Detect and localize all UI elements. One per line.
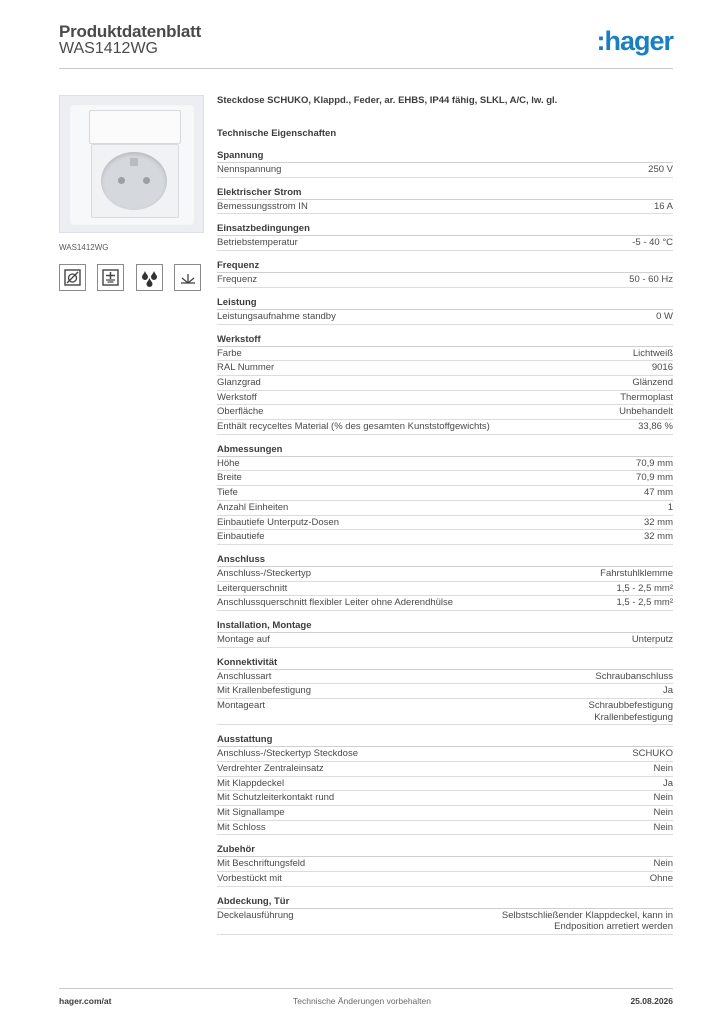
feature-icons xyxy=(59,264,204,294)
spec-value: Unbehandelt xyxy=(619,406,673,418)
spec-value: 47 mm xyxy=(643,487,673,499)
spec-row xyxy=(217,391,673,406)
spec-label: Deckelausführung xyxy=(217,909,294,921)
child-protection-icon xyxy=(59,264,86,291)
spec-row xyxy=(217,684,673,699)
spec-value: Unterputz xyxy=(631,634,673,646)
document-title: Produktdatenblatt xyxy=(59,22,202,41)
spec-value: 1,5 - 2,5 mm² xyxy=(616,582,673,594)
spec-value: 0 W xyxy=(656,310,673,322)
spec-label: Werkstoff xyxy=(217,391,257,403)
spec-label: Enthält recyceltes Material (% des gesamten Kunststoffgewichts) xyxy=(217,421,490,433)
socket-frame xyxy=(69,104,195,226)
spec-label: Anschlussquerschnitt flexibler Leiter ohne Aderendhülse xyxy=(217,597,454,609)
spec-group xyxy=(217,734,673,835)
spec-value: 50 - 60 Hz xyxy=(629,274,673,286)
spec-label: Oberfläche xyxy=(217,406,264,418)
spec-group-title: Ausstattung xyxy=(217,734,673,747)
spec-row xyxy=(217,501,673,516)
spec-value: Nein xyxy=(653,821,673,833)
spec-row xyxy=(217,699,673,725)
spec-label: Farbe xyxy=(217,347,242,359)
spec-value: Ohne xyxy=(649,873,673,885)
spec-row xyxy=(217,420,673,435)
spec-row xyxy=(217,236,673,251)
spec-label: Vorbestückt mit xyxy=(217,873,282,885)
spec-group-title: Konnektivität xyxy=(217,657,673,670)
spec-value: Fahrstuhlklemme xyxy=(600,567,673,579)
spec-label: Montageart xyxy=(217,700,266,712)
spec-label: Breite xyxy=(217,472,242,484)
spec-value: Nein xyxy=(653,762,673,774)
spec-label: Bemessungsstrom IN xyxy=(217,200,308,212)
spec-label: Mit Signallampe xyxy=(217,806,285,818)
spec-group xyxy=(217,334,673,435)
spec-label: Höhe xyxy=(217,457,240,469)
spec-row xyxy=(217,747,673,762)
header-divider xyxy=(59,68,673,69)
spec-group xyxy=(217,620,673,648)
spec-group-title: Leistung xyxy=(217,297,673,310)
spec-value: 1,5 - 2,5 mm² xyxy=(616,597,673,609)
spec-row xyxy=(217,516,673,531)
spec-value: 16 A xyxy=(653,200,673,212)
spec-label: Verdrehter Zentraleinsatz xyxy=(217,762,324,774)
spec-row xyxy=(217,596,673,611)
footer-note: Technische Änderungen vorbehalten xyxy=(293,996,431,1006)
spec-row xyxy=(217,567,673,582)
product-code: WAS1412WG xyxy=(59,40,158,57)
footer-date: 25.08.2026 xyxy=(630,996,673,1006)
spec-group xyxy=(217,187,673,215)
spec-row xyxy=(217,670,673,685)
spec-group-title: Elektrischer Strom xyxy=(217,187,673,200)
earth-contact-icon xyxy=(97,264,124,291)
spec-group xyxy=(217,223,673,251)
spec-label: Betriebstemperatur xyxy=(217,237,298,249)
spec-value: Glänzend xyxy=(632,376,673,388)
hinged-lid-icon xyxy=(174,264,201,291)
splash-water-icon xyxy=(136,264,163,291)
spec-label: Anschlussart xyxy=(217,670,272,682)
spec-heading: Technische Eigenschaften xyxy=(217,128,337,139)
page-header xyxy=(59,20,673,70)
spec-value: 70,9 mm xyxy=(636,472,673,484)
spec-row xyxy=(217,857,673,872)
spec-row xyxy=(217,163,673,178)
spec-row xyxy=(217,376,673,391)
earth-clip xyxy=(130,158,138,166)
spec-content xyxy=(217,95,673,935)
spec-value: Nein xyxy=(653,806,673,818)
spec-value: Selbstschließender Klappdeckel, kann in Endposition arretiert werden xyxy=(501,909,673,933)
spec-value: Thermoplast xyxy=(620,391,673,403)
spec-group xyxy=(217,657,673,725)
spec-group xyxy=(217,297,673,325)
spec-value: 32 mm xyxy=(643,531,673,543)
spec-group-title: Einsatzbedingungen xyxy=(217,223,673,236)
spec-value: 32 mm xyxy=(643,516,673,528)
spec-group xyxy=(217,844,673,886)
socket-pin xyxy=(143,177,150,184)
spec-group-title: Zubehör xyxy=(217,844,673,857)
spec-group-title: Anschluss xyxy=(217,554,673,567)
spec-label: Montage auf xyxy=(217,634,270,646)
image-caption: WAS1412WG xyxy=(59,243,109,252)
spec-group xyxy=(217,150,673,178)
spec-value: Schraubbefestigung Krallenbefestigung xyxy=(588,700,673,723)
spec-label: Leiterquerschnitt xyxy=(217,582,288,594)
spec-label: Glanzgrad xyxy=(217,376,261,388)
spec-group-title: Installation, Montage xyxy=(217,620,673,633)
spec-row xyxy=(217,361,673,376)
spec-row xyxy=(217,471,673,486)
spec-value: Nein xyxy=(653,858,673,870)
spec-label: Leistungsaufnahme standby xyxy=(217,310,336,322)
spec-row xyxy=(217,791,673,806)
spec-group-title: Abdeckung, Tür xyxy=(217,896,673,909)
footer-divider xyxy=(59,988,673,989)
spec-row xyxy=(217,806,673,821)
spec-row xyxy=(217,405,673,420)
spec-group xyxy=(217,554,673,611)
schuko-socket xyxy=(101,152,167,210)
spec-row xyxy=(217,821,673,836)
spec-value: Nein xyxy=(653,792,673,804)
socket-pin xyxy=(118,177,125,184)
spec-row xyxy=(217,633,673,648)
spec-label: Einbautiefe Unterputz-Dosen xyxy=(217,516,339,528)
product-image xyxy=(59,95,204,233)
spec-group xyxy=(217,444,673,545)
spec-row xyxy=(217,762,673,777)
footer-website-link[interactable]: hager.com/at xyxy=(59,996,112,1006)
spec-label: Mit Beschriftungsfeld xyxy=(217,858,306,870)
spec-row xyxy=(217,872,673,887)
spec-row xyxy=(217,582,673,597)
spec-row xyxy=(217,530,673,545)
spec-label: Mit Krallenbefestigung xyxy=(217,685,311,697)
spec-label: Anschluss-/Steckertyp Steckdose xyxy=(217,748,358,760)
spec-value: Lichtweiß xyxy=(632,347,673,359)
spec-groups xyxy=(217,150,673,935)
spec-row xyxy=(217,909,673,935)
spec-label: Mit Schutzleiterkontakt rund xyxy=(217,792,335,804)
spec-value: 70,9 mm xyxy=(636,457,673,469)
spec-value: Ja xyxy=(662,685,673,697)
spec-group-title: Spannung xyxy=(217,150,673,163)
spec-row xyxy=(217,200,673,215)
spec-value: 250 V xyxy=(648,164,673,175)
spec-row xyxy=(217,347,673,362)
spec-label: Nennspannung xyxy=(217,164,282,175)
spec-group xyxy=(217,260,673,288)
spec-value: SCHUKO xyxy=(632,748,673,760)
spec-group-title: Werkstoff xyxy=(217,334,673,347)
spec-value: 9016 xyxy=(651,362,673,374)
spec-row xyxy=(217,486,673,501)
spec-row xyxy=(217,310,673,325)
hinged-cover xyxy=(89,110,181,144)
spec-label: Mit Klappdeckel xyxy=(217,777,285,789)
spec-group-title: Abmessungen xyxy=(217,444,673,457)
spec-label: Anschluss-/Steckertyp xyxy=(217,567,311,579)
spec-label: RAL Nummer xyxy=(217,362,275,374)
hager-logo: :hager xyxy=(596,26,673,56)
spec-label: Mit Schloss xyxy=(217,821,266,833)
spec-label: Anzahl Einheiten xyxy=(217,501,289,513)
product-description: Steckdose SCHUKO, Klappd., Feder, ar. EHBS, IP44 fähig, SLKL, A/C, lw. gl. xyxy=(217,95,558,106)
spec-label: Frequenz xyxy=(217,274,258,286)
spec-group xyxy=(217,896,673,935)
spec-value: 33,86 % xyxy=(638,421,673,433)
spec-label: Tiefe xyxy=(217,487,238,499)
spec-value: -5 - 40 °C xyxy=(632,237,673,249)
spec-value: Schraubanschluss xyxy=(595,670,673,682)
spec-label: Einbautiefe xyxy=(217,531,265,543)
spec-row xyxy=(217,457,673,472)
spec-value: 1 xyxy=(667,501,673,513)
spec-group-title: Frequenz xyxy=(217,260,673,273)
spec-row xyxy=(217,273,673,288)
spec-row xyxy=(217,777,673,792)
spec-value: Ja xyxy=(662,777,673,789)
